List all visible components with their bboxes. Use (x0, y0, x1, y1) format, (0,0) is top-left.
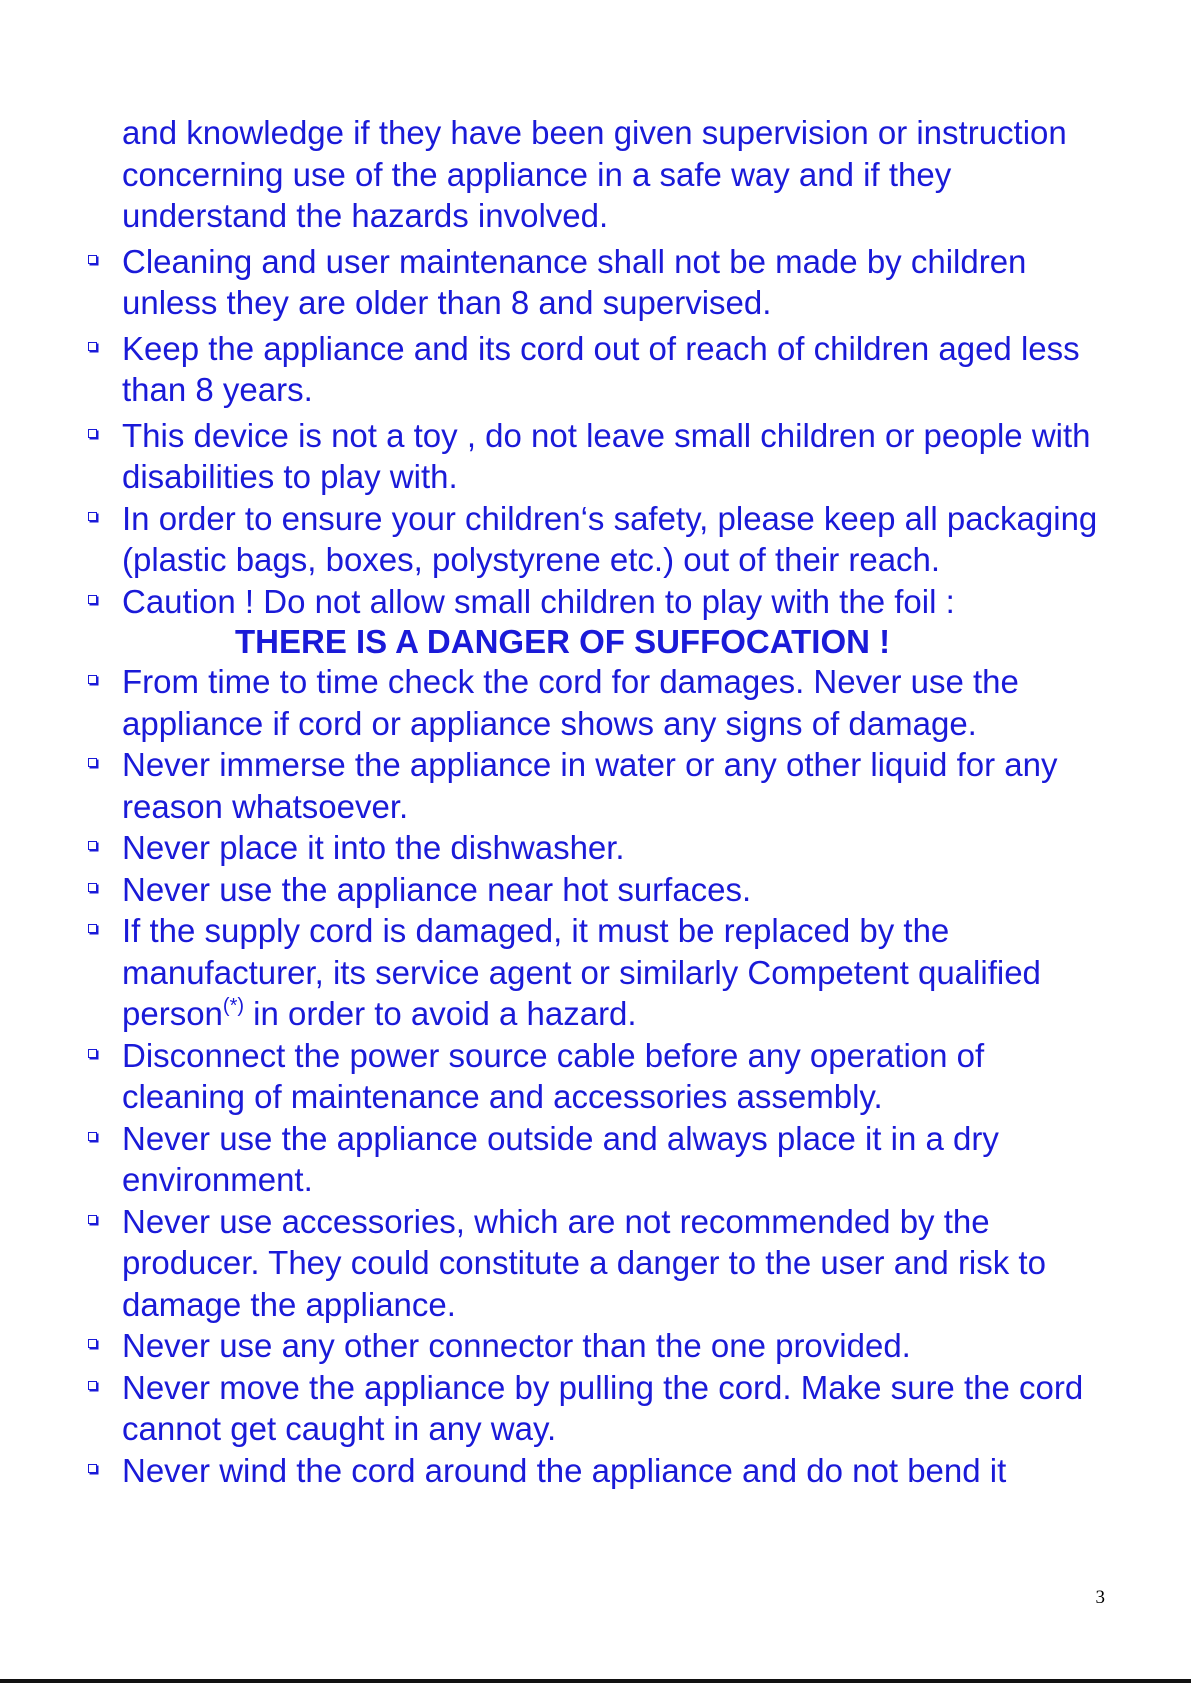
square-bullet-icon (88, 595, 97, 604)
list-item-text: Never use any other connector than the one provided. (122, 1327, 911, 1364)
square-bullet-icon (88, 342, 97, 351)
list-item (84, 1035, 1114, 1118)
square-bullet-icon (88, 1339, 97, 1348)
square-bullet-icon (88, 1464, 97, 1473)
list-item-text: Caution ! Do not allow small children to play with the foil : (122, 582, 955, 620)
list-item-text: In order to ensure your children‘s safety, please keep all packaging (plastic bags, boxes, polystyrene etc.) out of their reach. (122, 499, 1098, 578)
square-bullet-icon (88, 841, 97, 850)
intro-paragraph: and knowledge if they have been given supervision or instruction concerning use of the appliance in a safe way and if they understand the hazards involved. (122, 114, 1067, 234)
square-bullet-icon (88, 675, 97, 684)
list-item (84, 1325, 1114, 1367)
list-item-text: Never use accessories, which are not recommended by the producer. They could constitute a danger to the user and risk to damage the appliance. (122, 1202, 1046, 1323)
list-item (84, 581, 1114, 623)
list-item (84, 241, 1114, 324)
list-item (84, 1201, 1114, 1326)
list-item (84, 869, 1114, 911)
square-bullet-icon (88, 1049, 97, 1058)
list-item-text: Cleaning and user maintenance shall not be made by children unless they are older than 8 and supervised. (122, 242, 1027, 321)
square-bullet-icon (88, 1132, 97, 1141)
list-item-text: From time to time check the cord for damages. Never use the appliance if cord or appliance shows any signs of damage. (122, 663, 1019, 742)
square-bullet-icon (88, 924, 97, 933)
list-item (84, 827, 1114, 869)
list-item-text: Never place it into the dishwasher. (122, 829, 625, 866)
list-item-text: Keep the appliance and its cord out of reach of children aged less than 8 years. (122, 329, 1080, 408)
list-item (84, 1367, 1114, 1450)
list-item-text: Never immerse the appliance in water or any other liquid for any reason whatsoever. (122, 746, 1058, 825)
square-bullet-icon (88, 1381, 97, 1390)
square-bullet-icon (88, 883, 97, 892)
list-item (84, 1450, 1114, 1492)
list-item (84, 1118, 1114, 1201)
list-item-text: Never wind the cord around the appliance and do not bend it (122, 1451, 1007, 1489)
list-item (84, 415, 1114, 498)
square-bullet-icon (88, 1215, 97, 1224)
list-item (84, 328, 1114, 411)
square-bullet-icon (88, 512, 97, 521)
list-item (84, 498, 1114, 581)
footnote-marker: (*) (222, 995, 245, 1017)
list-item (84, 744, 1114, 827)
square-bullet-icon (88, 758, 97, 767)
list-item-text: Disconnect the power source cable before any operation of cleaning of maintenance and accessories assembly. (122, 1036, 985, 1115)
safety-instructions (84, 112, 1114, 1491)
square-bullet-icon (88, 255, 97, 264)
list-item-text: Never move the appliance by pulling the cord. Make sure the cord cannot get caught in any way. (122, 1368, 1084, 1447)
supply-cord-text: If the supply cord is damaged, it must be replaced by the manufacturer, its service agent or similarly Competent qualified person (122, 912, 1041, 1032)
supply-cord-text-end: in order to avoid a hazard. (244, 995, 637, 1032)
list-item-supply-cord (84, 910, 1114, 1035)
list-item-text: This device is not a toy , do not leave small children or people with disabilities to play with. (122, 416, 1091, 495)
list-item-text: Never use the appliance outside and always place it in a dry environment. (122, 1119, 999, 1198)
bottom-divider (0, 1679, 1191, 1683)
list-item-text: Never use the appliance near hot surfaces. (122, 870, 752, 908)
suffocation-warning: THERE IS A DANGER OF SUFFOCATION ! (235, 623, 891, 660)
list-item (84, 661, 1114, 744)
page-number: 3 (1095, 1587, 1105, 1608)
square-bullet-icon (88, 429, 97, 438)
